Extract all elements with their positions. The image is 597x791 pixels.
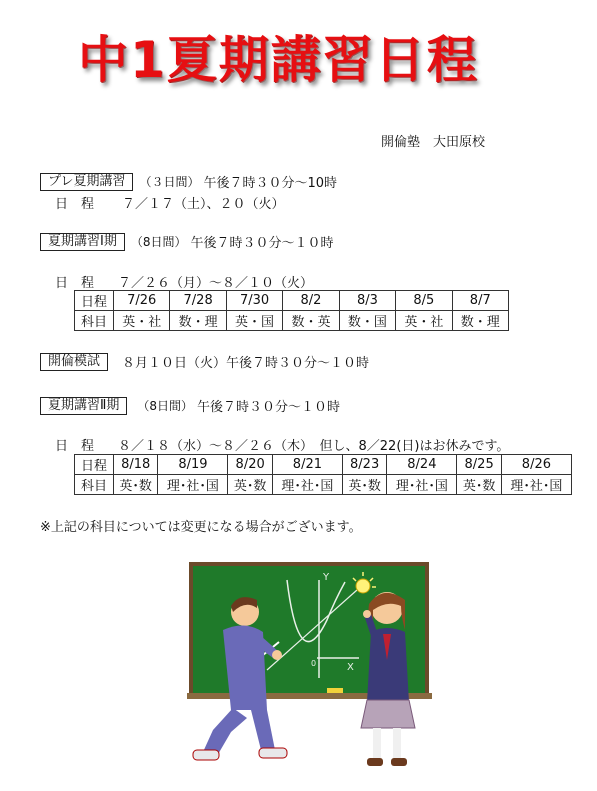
y-axis-label: Y: [323, 572, 330, 583]
course1-subject-cell: 数・国: [339, 311, 395, 331]
course1-schedule-text: ７／２６（月）～８／１０（火）: [118, 276, 314, 291]
course2-date-cell: 8/26: [501, 455, 571, 475]
course1-schedule-line: [55, 272, 313, 291]
course1-date-cell: 8/3: [339, 291, 395, 311]
teacher-student-blackboard-illustration: [187, 560, 432, 780]
course1-subject-row: [75, 311, 509, 331]
course1-subject-cell: 数・理: [170, 311, 226, 331]
course2-subject-cell: 英･数: [228, 475, 272, 495]
course1-subject-cell: 英・社: [396, 311, 452, 331]
course1-subject-header: 科目: [75, 311, 114, 331]
pre-schedule-label: 日 程: [55, 197, 95, 212]
origin-label: 0: [311, 659, 317, 668]
course2-date-cell: 8/25: [457, 455, 501, 475]
school-name: 開倫塾 大田原校: [381, 135, 486, 150]
course2-subject-row: [75, 475, 572, 495]
course2-label: 夏期講習Ⅱ期: [40, 397, 127, 415]
course2-subject-cell: 理･社･国: [387, 475, 457, 495]
course2-subject-cell: 英･数: [457, 475, 501, 495]
course2-date-cell: 8/23: [342, 455, 386, 475]
change-notice: ※上記の科目については変更になる場合がございます。: [40, 520, 362, 535]
course1-subject-cell: 英・国: [226, 311, 282, 331]
course1-date-cell: 7/30: [226, 291, 282, 311]
course1-schedule-label: 日 程: [55, 276, 95, 291]
course1-date-cell: 8/7: [452, 291, 508, 311]
course2-days: （8日間）: [137, 399, 194, 413]
pre-course-time: 午後７時３０分～10時: [203, 176, 338, 191]
course1-line: [40, 232, 334, 251]
course1-date-cell: 7/26: [114, 291, 170, 311]
course1-subject-cell: 数・理: [452, 311, 508, 331]
course1-time: 午後７時３０分～１０時: [190, 236, 334, 251]
course2-line: [40, 396, 340, 415]
course2-subject-cell: 英･数: [342, 475, 386, 495]
pre-schedule-text: ７／１７（土）、２０（火）: [122, 197, 285, 212]
mock-exam-text: ８月１０日（火）午後７時３０分～１０時: [122, 356, 370, 371]
course2-date-cell: 8/18: [114, 455, 158, 475]
course2-schedule-line: [55, 435, 509, 454]
course2-date-header: 日程: [75, 455, 114, 475]
course1-date-cell: 8/5: [396, 291, 452, 311]
course1-subject-cell: 英・社: [114, 311, 170, 331]
course2-date-cell: 8/19: [158, 455, 228, 475]
x-axis-label: X: [347, 662, 354, 673]
course2-subject-header: 科目: [75, 475, 114, 495]
course2-date-cell: 8/24: [387, 455, 457, 475]
course1-date-cell: 7/28: [170, 291, 226, 311]
course2-schedule-label: 日 程: [55, 439, 95, 454]
course1-label: 夏期講習Ⅰ期: [40, 233, 125, 251]
course1-date-row: [75, 291, 509, 311]
course2-subject-cell: 理･社･国: [501, 475, 571, 495]
course2-subject-cell: 理･社･国: [272, 475, 342, 495]
course2-date-cell: 8/20: [228, 455, 272, 475]
mock-exam-line: [40, 352, 369, 371]
mock-exam-label: 開倫模試: [40, 353, 108, 371]
course2-table: [74, 454, 572, 495]
course2-date-row: [75, 455, 572, 475]
course1-table: [74, 290, 509, 331]
course2-schedule-text: ８／１８（水）～８／２６（木） 但し、8／22(日)はお休みです。: [118, 439, 510, 454]
course1-subject-cell: 数・英: [283, 311, 339, 331]
course2-subject-cell: 英･数: [114, 475, 158, 495]
course1-date-header: 日程: [75, 291, 114, 311]
pre-course-line: [40, 172, 337, 191]
course2-date-cell: 8/21: [272, 455, 342, 475]
course2-subject-cell: 理･社･国: [158, 475, 228, 495]
eraser: [327, 688, 343, 693]
page-title: 中1夏期講習日程: [78, 31, 479, 89]
pre-schedule-line: [55, 193, 285, 212]
pre-course-label: プレ夏期講習: [40, 173, 133, 191]
course1-date-cell: 8/2: [283, 291, 339, 311]
course2-time: 午後７時３０分～１０時: [197, 400, 341, 415]
light-bulb-icon: [356, 579, 370, 593]
pre-course-days: （３日間）: [139, 175, 200, 189]
course1-days: （8日間）: [130, 235, 187, 249]
